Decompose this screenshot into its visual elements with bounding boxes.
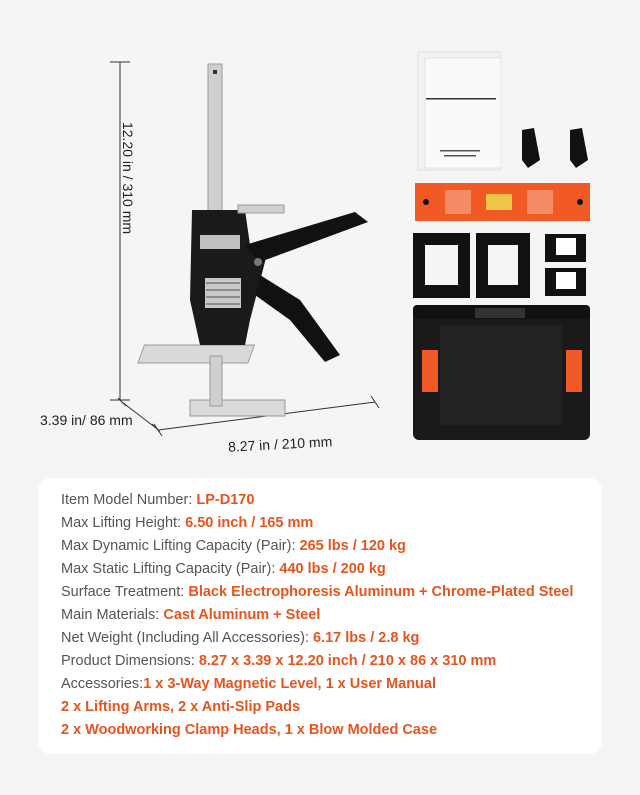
spec-accessories: Accessories:1 x 3-Way Magnetic Level, 1 x User Manual (61, 676, 436, 692)
anti-slip-pads-illustration (522, 128, 588, 168)
dimension-height-label: 12.20 in / 310 mm (120, 121, 137, 235)
spec-model-number: Item Model Number: LP-D170 (61, 492, 255, 508)
dimension-depth-label: 3.39 in/ 86 mm (40, 412, 133, 428)
spec-net-weight: Net Weight (Including All Accessories): 6.17 lbs / 2.8 kg (61, 630, 420, 646)
spec-accessories-line-2: 2 x Lifting Arms, 2 x Anti-Slip Pads (61, 699, 301, 715)
clamp-heads-illustration (545, 234, 586, 296)
user-manual-illustration (418, 52, 501, 170)
spec-max-dynamic-capacity: Max Dynamic Lifting Capacity (Pair): 265 lbs / 120 kg (61, 538, 406, 554)
blow-molded-case-illustration (413, 305, 590, 440)
spec-max-lifting-height: Max Lifting Height: 6.50 inch / 165 mm (61, 515, 314, 531)
spec-max-static-capacity: Max Static Lifting Capacity (Pair): 440 lbs / 200 kg (61, 561, 386, 577)
specification-card (38, 478, 602, 754)
dimension-width-label: 8.27 in / 210 mm (227, 433, 333, 455)
lifting-arms-illustration (413, 233, 530, 298)
magnetic-level-illustration (415, 183, 590, 221)
spec-product-dimensions: Product Dimensions: 8.27 x 3.39 x 12.20 inch / 210 x 86 x 310 mm (61, 653, 497, 669)
lifting-jack-illustration (138, 64, 368, 416)
spec-accessories-line-3: 2 x Woodworking Clamp Heads, 1 x Blow Molded Case (61, 722, 438, 738)
spec-surface-treatment: Surface Treatment: Black Electrophoresis Aluminum + Chrome-Plated Steel (61, 584, 574, 600)
spec-main-materials: Main Materials: Cast Aluminum + Steel (61, 607, 321, 623)
